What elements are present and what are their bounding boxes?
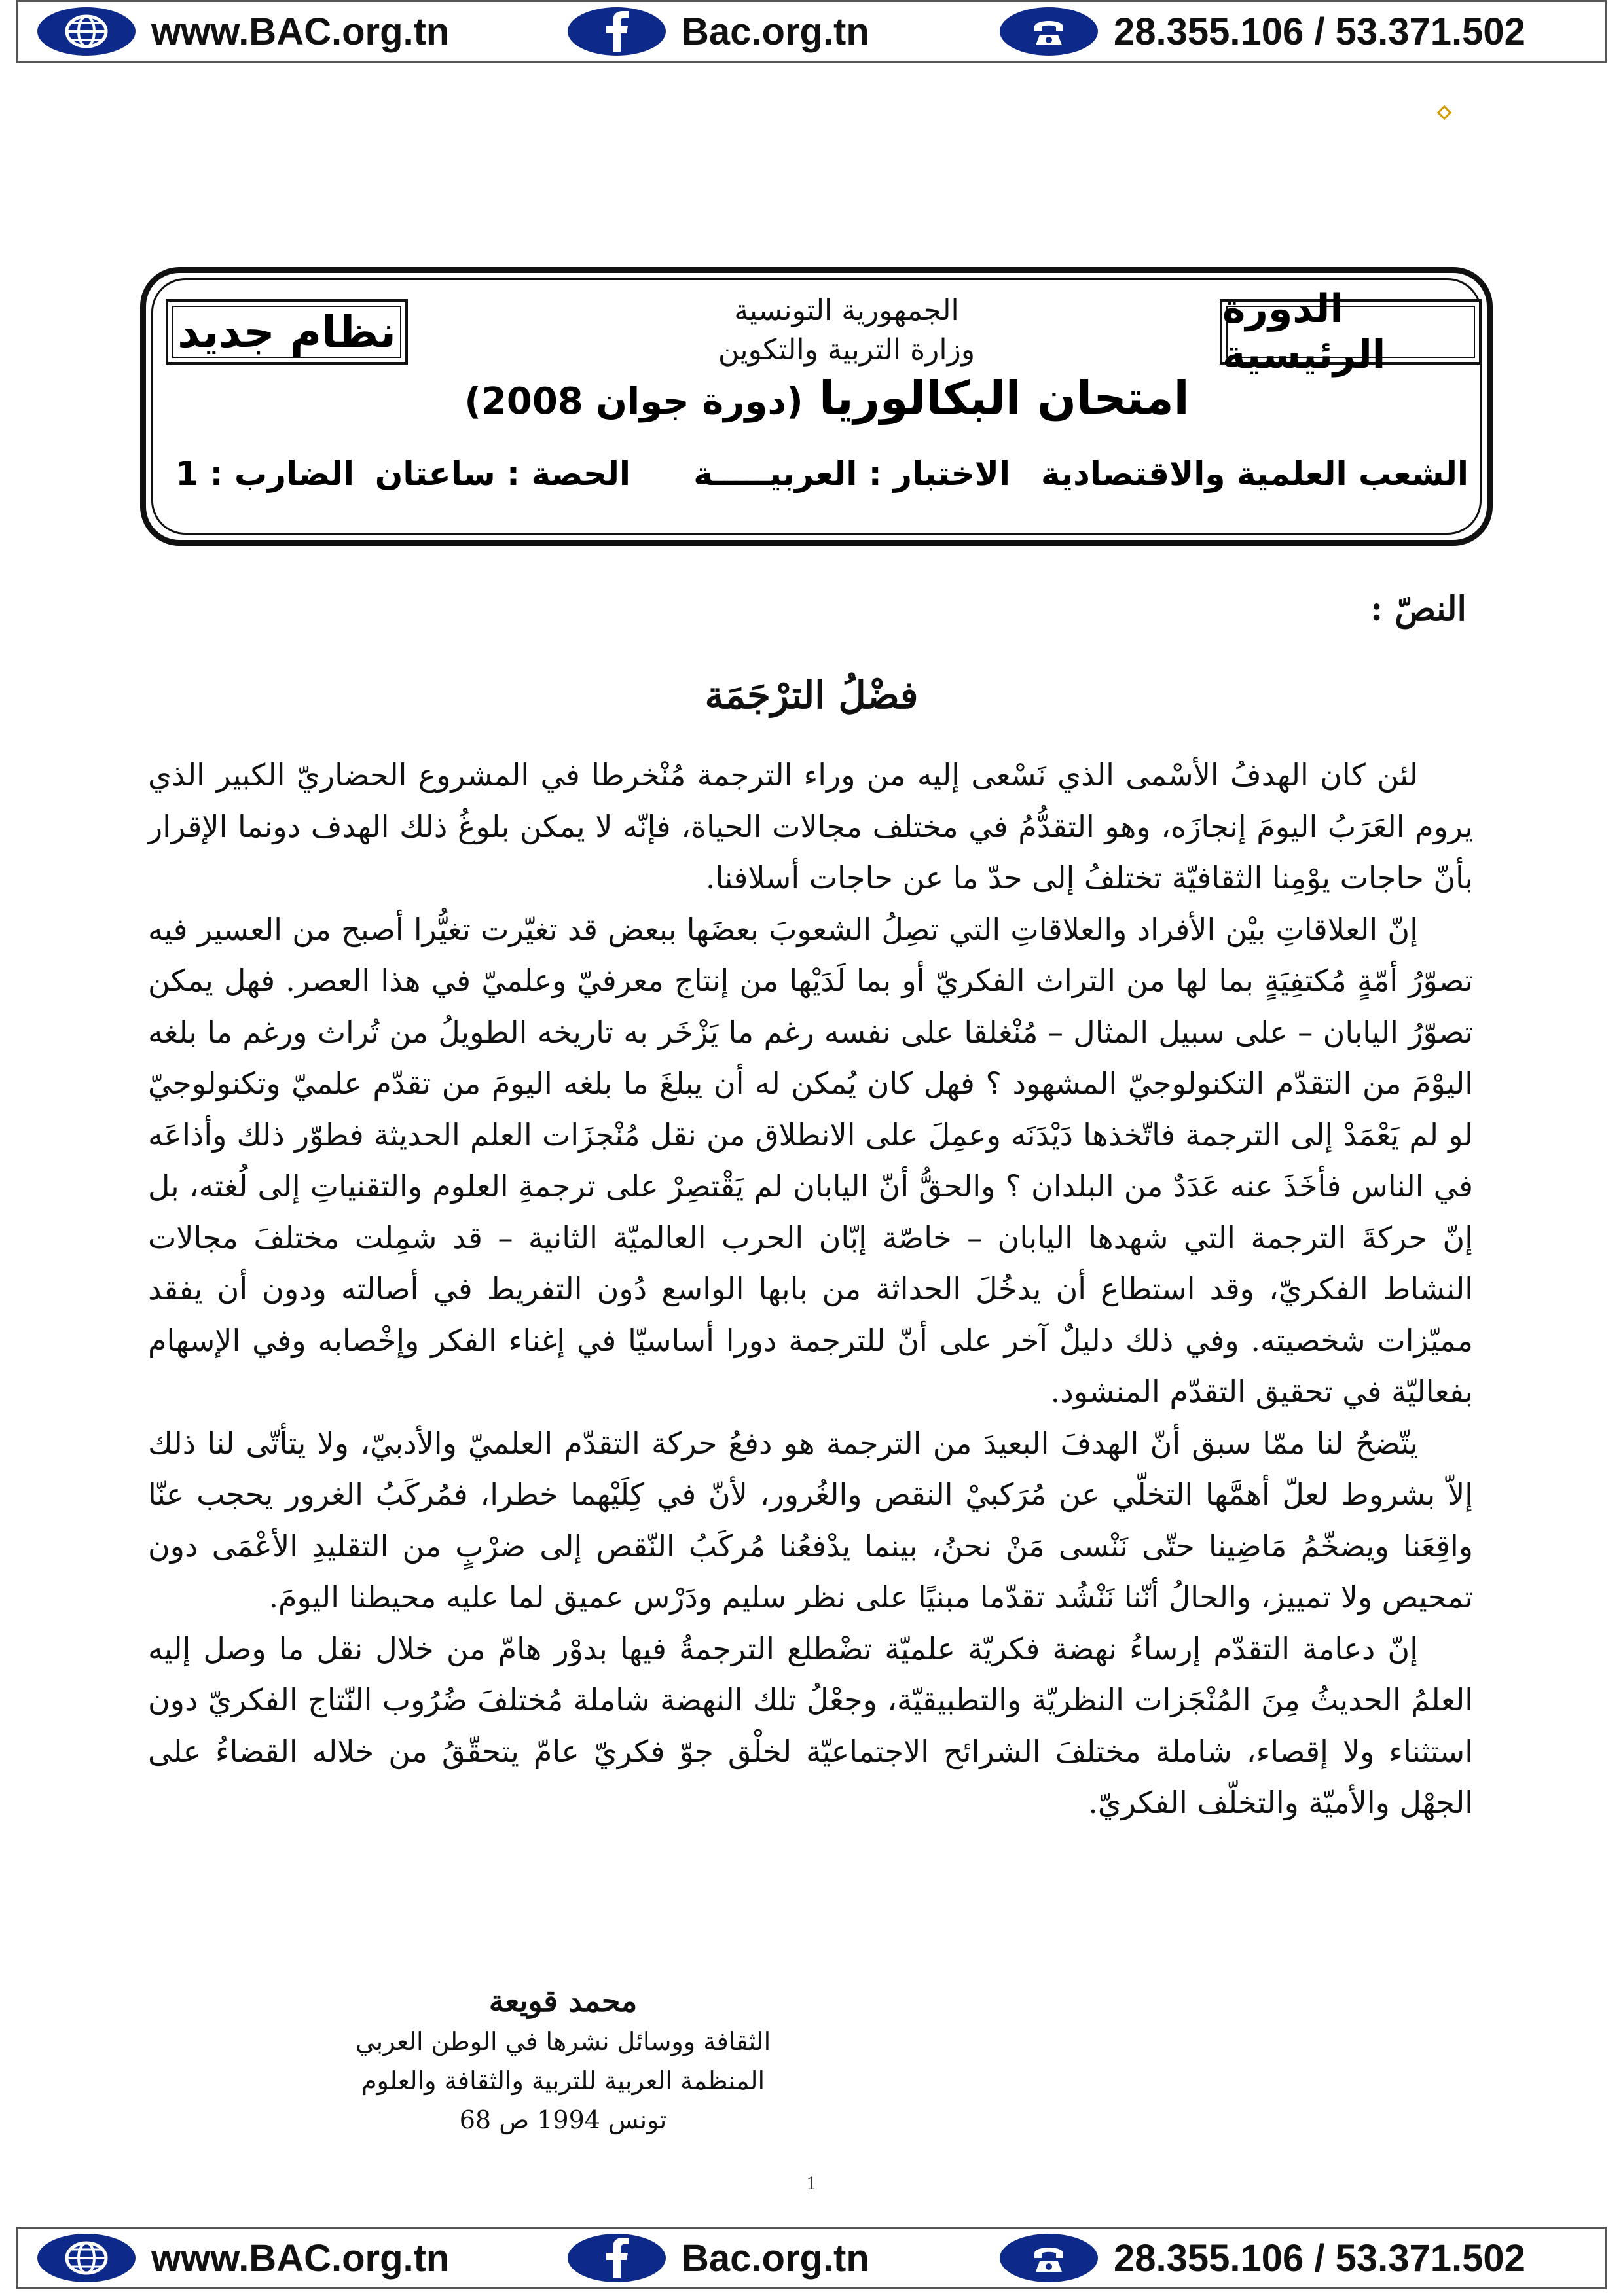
source-publisher: المنظمة العربية للتربية والثقافة والعلوم — [361, 2066, 765, 2095]
exam-branch: الشعب العلمية والاقتصادية — [1041, 455, 1468, 493]
ministry-name: وزارة التربية والتكوين — [718, 333, 976, 367]
page-number: 1 — [806, 2174, 817, 2194]
phone-icon — [1000, 7, 1098, 56]
exam-coefficient: الضارب : 1 — [175, 455, 354, 493]
banner-facebook-text: Bac.org.tn — [682, 10, 869, 53]
top-banner — [16, 0, 1607, 63]
text-section-label: النصّ : — [1370, 589, 1467, 629]
banner-facebook-text: Bac.org.tn — [682, 2236, 869, 2280]
banner-phone-text: 28.355.106 / 53.371.502 — [1114, 2236, 1525, 2280]
banner-facebook[interactable] — [568, 2, 869, 61]
paragraph-2: إنّ العلاقاتِ بيْن الأفراد والعلاقاتِ التي تصِلُ الشعوبَ بعضَها ببعض قد تغيّرت تغيُّرا أصبح من العسير فيه تصوّرُ أمّةٍ مُكتفِيَةٍ بما لها من التراث الفكريّ أو بما لَدَيْها من إنتاج معرفيّ وعلميّ في هذا العصر. فهل يمكن تصوّرُ اليابان – على سبيل المثال – مُنْغلقا على نفسه رغم ما يَزْخَر به تاريخه الطويلُ من تُراث ورغم ما بلغه اليوْمَ من التقدّم التكنولوجيّ المشهود ؟ فهل كان يُمكن له أن يبلغَ ما بلغه اليومَ من تقدّم علميّ وتكنولوجيّ لو لم يَعْمَدْ إلى الترجمة فاتّخذها دَيْدَنَه وعمِلَ على الانطلاق من نقل مُنْجزَات العلم الحديثة فطوّر ذلك وأذاعَه في الناس فأخَذَ عنه عَدَدٌ من البلدان ؟ والحقُّ أنّ اليابان لم يَقْتصِرْ على ترجمةِ العلوم والتقنياتِ إلى لُغته، بل إنّ حركةَ الترجمة التي شهدها اليابان – خاصّة إبّان الحرب العالميّة الثانية – قد شمِلت مختلفَ مجالات النشاط الفكريّ، وقد استطاع أن يدخُلَ الحداثة من بابها الواسع دُون التفريط في أصالته ودون أن يفقد مميّزات شخصيته. وفي ذلك دليلٌ آخر على أنّ للترجمة دورا أساسيّا في إغناء الفكر وإخْصابه وفي الإسهام بفعاليّة في تحقيق التقدّم المنشود. — [148, 911, 1474, 1409]
system-badge-text: نظام جديد — [177, 306, 396, 357]
facebook-icon — [568, 7, 666, 56]
globe-icon — [37, 7, 136, 56]
exam-session: (دورة جوان 2008) — [464, 380, 803, 423]
exam-title — [395, 371, 1259, 425]
article-body — [148, 749, 1473, 1829]
banner-website-text: www.BAC.org.tn — [151, 10, 450, 53]
paragraph-3: يتّضحُ لنا ممّا سبق أنّ الهدفَ البعيدَ من الترجمة هو دفعُ حركة التقدّم العلميّ والأدبيّ، ولا يتأتّى لنا ذلك إلاّ بشروط لعلّ أهمَّها التخلّي عن مُرَكبيْ النقص والغُرور، لأنّ في كِلَيْهما خطرا، فمُركَبُ الغرور يحجب عنّا واقِعَنا ويضخّمُ مَاضِينا حتّى نَنْسى مَنْ نحنُ، بينما يدْفعُنا مُركَبُ النّقص إلى ضرْبٍ من التقليدِ الأعْمَى دون تمحيص ولا تمييز، والحالُ أنّنا نَنْشُد تقدّما مبنيًا على نظر سليم ودَرْس عميق لما عليه محيطنا اليومَ. — [148, 1425, 1473, 1615]
exam-title-text: امتحان البكالوريا — [819, 371, 1190, 425]
session-badge — [1220, 286, 1482, 378]
source-book: الثقافة ووسائل نشرها في الوطن العربي — [355, 2027, 771, 2056]
source-block — [314, 1980, 812, 2140]
source-place-date: تونس 1994 ص 68 — [459, 2106, 667, 2134]
banner-facebook[interactable] — [568, 2229, 869, 2287]
republic-name: الجمهورية التونسية — [734, 294, 959, 327]
exam-subject: الاختبار : العربيـــــة — [693, 455, 1010, 493]
banner-website[interactable] — [37, 2229, 449, 2287]
banner-phone[interactable] — [1000, 2, 1525, 61]
paragraph-1: لئن كان الهدفُ الأسْمى الذي نَسْعى إليه من وراء الترجمة مُنْخرطا في المشروع الحضاريّ الكبير الذي يروم العَرَبُ اليومَ إنجازَه، وهو التقدُّمُ في مختلف مجالات الحياة، فإنّه لا يمكن بلوغُ ذلك الهدف دونما الإقرار بأنّ حاجات يوْمِنا الثقافيّة تختلفُ إلى حدّ ما عن حاجات أسلافنا. — [148, 757, 1473, 895]
facebook-icon — [568, 2234, 666, 2282]
banner-website-text: www.BAC.org.tn — [151, 2236, 450, 2280]
bottom-banner — [16, 2227, 1607, 2289]
source-author: محمد قويعة — [488, 1983, 638, 2018]
exam-header — [140, 267, 1493, 546]
banner-website[interactable] — [37, 2, 449, 61]
phone-icon — [1000, 2234, 1098, 2282]
exam-duration: الحصة : ساعتان — [374, 455, 630, 493]
text-title: فضْلُ الترْجَمَة — [704, 673, 919, 717]
system-badge — [166, 299, 408, 365]
banner-phone-text: 28.355.106 / 53.371.502 — [1114, 10, 1525, 53]
diamond-mark — [1437, 105, 1452, 120]
paragraph-4: إنّ دعامة التقدّم إرساءُ نهضة فكريّة علميّة تضْطلع الترجمةُ فيها بدوْر هامّ من خلال نقل ما وصل إليه العلمُ الحديثُ مِنَ المُنْجَزات النظريّة والتطبيقيّة، وجعْلُ تلك النهضة شاملة مُختلفَ ضُرُوب النّتاج الفكريّ دون استثناء ولا إقصاء، شاملة مختلفَ الشرائح الاجتماعيّة لخلْق جوّ فكريّ عامّ يتحقّقُ من خلاله القضاءُ على الجهْل والأميّة والتخلّف الفكريّ. — [148, 1630, 1473, 1820]
banner-phone[interactable] — [1000, 2229, 1525, 2287]
session-badge-text: الدورة الرئيسية — [1222, 286, 1386, 378]
globe-icon — [37, 2234, 136, 2282]
